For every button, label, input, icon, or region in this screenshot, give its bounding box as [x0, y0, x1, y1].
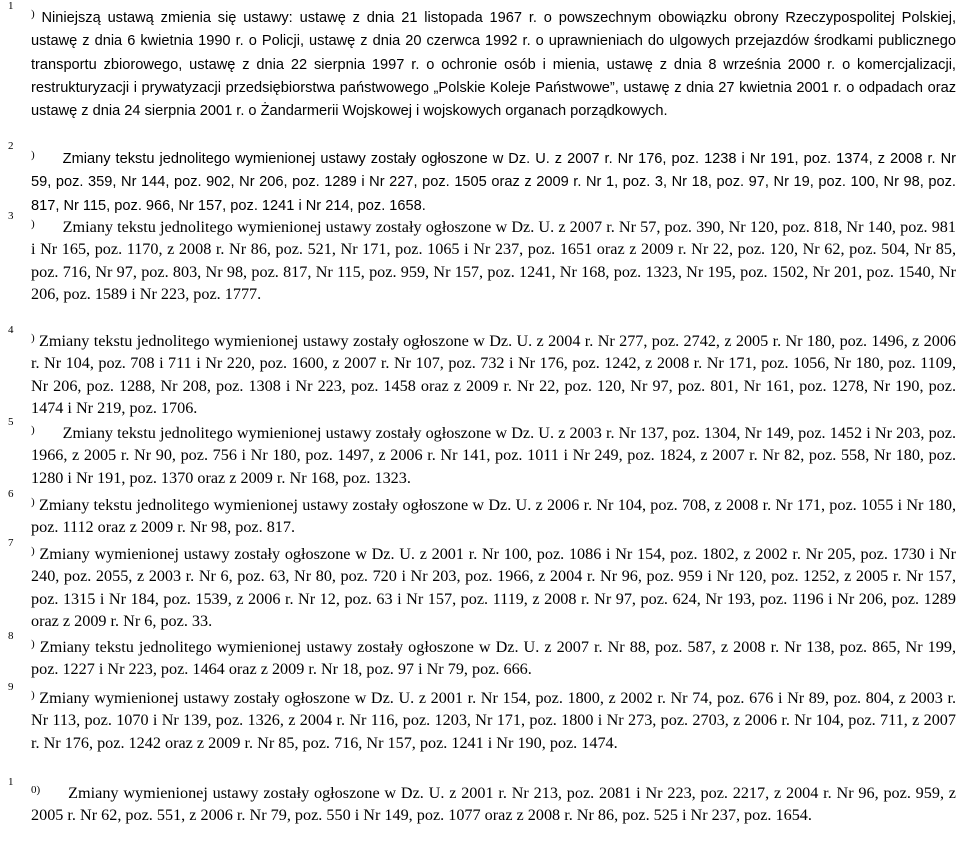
footnote-text: Zmiany tekstu jednolitego wymienionej ustawy zostały ogłoszone w Dz. U. z 2006 r. Nr 104, poz. 708, z 2008 r. Nr 171, poz. 1055 i Nr 180, poz. 1112 oraz z 2009 r. Nr 98, poz. 817. [31, 496, 957, 537]
footnote-text: Zmiany tekstu jednolitego wymienionej ustawy zostały ogłoszone w Dz. U. z 2004 r. Nr 277, poz. 2742, z 2005 r. Nr 180, poz. 1496, z 2006 r. Nr 104, poz. 708 i 711 i Nr 220, poz. 1600, z 2007 r. Nr 107, poz. 732 i Nr 176, poz. 1242, z 2008 r. Nr 171, poz. 1056, Nr 180, poz. 1109, Nr 206, poz. 1288, Nr 208, poz. 1308 i Nr 223, poz. 1458 oraz z 2009 r. Nr 22, poz. 120, Nr 97, poz. 801, Nr 161, poz. 1278, Nr 190, poz. 1474 i Nr 219, poz. 1706. [31, 332, 957, 417]
footnote-text: Zmiany wymienionej ustawy zostały ogłoszone w Dz. U. z 2001 r. Nr 154, poz. 1800, z 2002 r. Nr 74, poz. 676 i Nr 89, poz. 804, z 2003 r. Nr 113, poz. 1070 i Nr 139, poz. 1326, z 2004 r. Nr 116, poz. 1203, Nr 171, poz. 1800 i Nr 273, poz. 2703, z 2006 r. Nr 104, poz. 711, z 2007 r. Nr 176, poz. 1242 oraz z 2009 r. Nr 85, poz. 716, Nr 157, poz. 1241 i Nr 190, poz. 1474. [31, 689, 956, 752]
footnote-3 [31, 213, 956, 305]
footnote-number: 8 [8, 630, 14, 642]
footnote-text: Zmiany tekstu jednolitego wymienionej ustawy zostały ogłoszone w Dz. U. z 2003 r. Nr 137, poz. 1304, Nr 149, poz. 1452 i Nr 203, poz. 1966, z 2005 r. Nr 90, poz. 756 i Nr 180, poz. 1497, z 2006 r. Nr 141, poz. 1011 i Nr 249, poz. 1824, z 2007 r. Nr 82, poz. 558, Nr 180, poz. 1280 i Nr 191, poz. 1370 oraz z 2009 r. Nr 168, poz. 1323. [31, 424, 956, 487]
footnote-text: Zmiany tekstu jednolitego wymienionej ustawy zostały ogłoszone w Dz. U. z 2007 r. Nr 57, poz. 390, Nr 120, poz. 818, Nr 140, poz. 981 i Nr 165, poz. 1170, z 2008 r. Nr 86, poz. 521, Nr 171, poz. 1065 i Nr 237, poz. 1651 oraz z 2009 r. Nr 22, poz. 120, Nr 62, poz. 504, Nr 85, poz. 716, Nr 97, poz. 803, Nr 98, poz. 817, Nr 115, poz. 959, Nr 157, poz. 1241, Nr 168, poz. 1323, Nr 195, poz. 1502, Nr 201, poz. 1540, Nr 206, poz. 1589 i Nr 223, poz. 1777. [31, 218, 956, 303]
footnote-8 [31, 633, 956, 681]
footnote-10 [31, 779, 956, 827]
footnote-marker: ) [31, 8, 35, 20]
footnote-marker: ) [31, 218, 35, 230]
footnote-text: Niniejszą ustawą zmienia się ustawy: ustawę z dnia 21 listopada 1967 r. o powszechnym obowiązku obrony Rzeczypospolitej Polskiej, ustawę z dnia 6 kwietnia 1990 r. o Policji, ustawę z dnia 20 czerwca 1992 r. o uprawnieniach do ulgowych przejazdów środkami publicznego transportu zbiorowego, ustawę z dnia 22 sierpnia 1997 r. o ochronie osób i mienia, ustawę z dnia 8 września 2000 r. o komercjalizacji, restrukturyzacji i prywatyzacji przedsiębiorstwa państwowego „Polskie Koleje Państwowe”, ustawę z dnia 27 kwietnia 2001 r. o odpadach oraz ustawę z dnia 24 sierpnia 2001 r. o Żandarmerii Wojskowej i wojskowych organach porządkowych. [31, 10, 957, 120]
footnote-number: 7 [8, 537, 14, 549]
footnote-text: Zmiany wymienionej ustawy zostały ogłoszone w Dz. U. z 2001 r. Nr 213, poz. 2081 i Nr 223, poz. 2217, z 2004 r. Nr 96, poz. 959, z 2005 r. Nr 62, poz. 551, z 2006 r. Nr 79, poz. 550 i Nr 149, poz. 1077 oraz z 2008 r. Nr 86, poz. 525 i Nr 237, poz. 1654. [31, 784, 956, 825]
footnote-6 [31, 491, 956, 539]
footnote-number: 4 [8, 324, 14, 336]
footnote-marker: ) [31, 332, 35, 344]
footnote-marker: ) [31, 638, 35, 650]
footnote-number: 1 [8, 0, 14, 12]
footnote-marker: ) [31, 424, 35, 436]
footnote-text: Zmiany wymienionej ustawy zostały ogłoszone w Dz. U. z 2001 r. Nr 100, poz. 1086 i Nr 154, poz. 1802, z 2002 r. Nr 205, poz. 1730 i Nr 240, poz. 2055, z 2003 r. Nr 6, poz. 63, Nr 80, poz. 720 i Nr 203, poz. 1966, z 2004 r. Nr 96, poz. 959 i Nr 120, poz. 1252, z 2005 r. Nr 157, poz. 1315 i Nr 184, poz. 1539, z 2006 r. Nr 12, poz. 63 i Nr 157, poz. 1119, z 2008 r. Nr 97, poz. 624, Nr 193, poz. 1196 i Nr 206, poz. 1289 oraz z 2009 r. Nr 6, poz. 33. [31, 545, 957, 630]
footnote-number: 9 [8, 681, 14, 693]
footnote-text: Zmiany tekstu jednolitego wymienionej ustawy zostały ogłoszone w Dz. U. z 2007 r. Nr 88, poz. 587, z 2008 r. Nr 138, poz. 865, Nr 199, poz. 1227 i Nr 223, poz. 1464 oraz z 2009 r. Nr 18, poz. 97 i Nr 79, poz. 666. [31, 638, 957, 679]
footnote-4 [31, 327, 956, 419]
footnote-5 [31, 419, 956, 489]
footnote-number: 2 [8, 140, 14, 152]
footnote-2 [31, 144, 956, 217]
footnote-number: 5 [8, 416, 14, 428]
footnote-text: Zmiany tekstu jednolitego wymienionej ustawy zostały ogłoszone w Dz. U. z 2007 r. Nr 176, poz. 1238 i Nr 191, poz. 1374, z 2008 r. Nr 59, poz. 359, Nr 144, poz. 902, Nr 206, poz. 1289 i Nr 227, poz. 1505 oraz z 2009 r. Nr 1, poz. 3, Nr 18, poz. 97, Nr 19, poz. 100, Nr 98, poz. 817, Nr 115, poz. 966, Nr 157, poz. 1241 i Nr 214, poz. 1658. [31, 151, 956, 214]
footnote-9 [31, 684, 956, 754]
footnote-marker: 0) [31, 784, 41, 796]
footnote-marker: ) [31, 149, 35, 161]
footnote-1 [31, 3, 956, 122]
footnote-number: 6 [8, 488, 14, 500]
footnote-marker: ) [31, 496, 35, 508]
footnote-number: 3 [8, 210, 14, 222]
footnote-number: 1 [8, 776, 14, 788]
footnote-marker: ) [31, 545, 35, 557]
footnote-7 [31, 540, 956, 632]
footnote-marker: ) [31, 689, 35, 701]
